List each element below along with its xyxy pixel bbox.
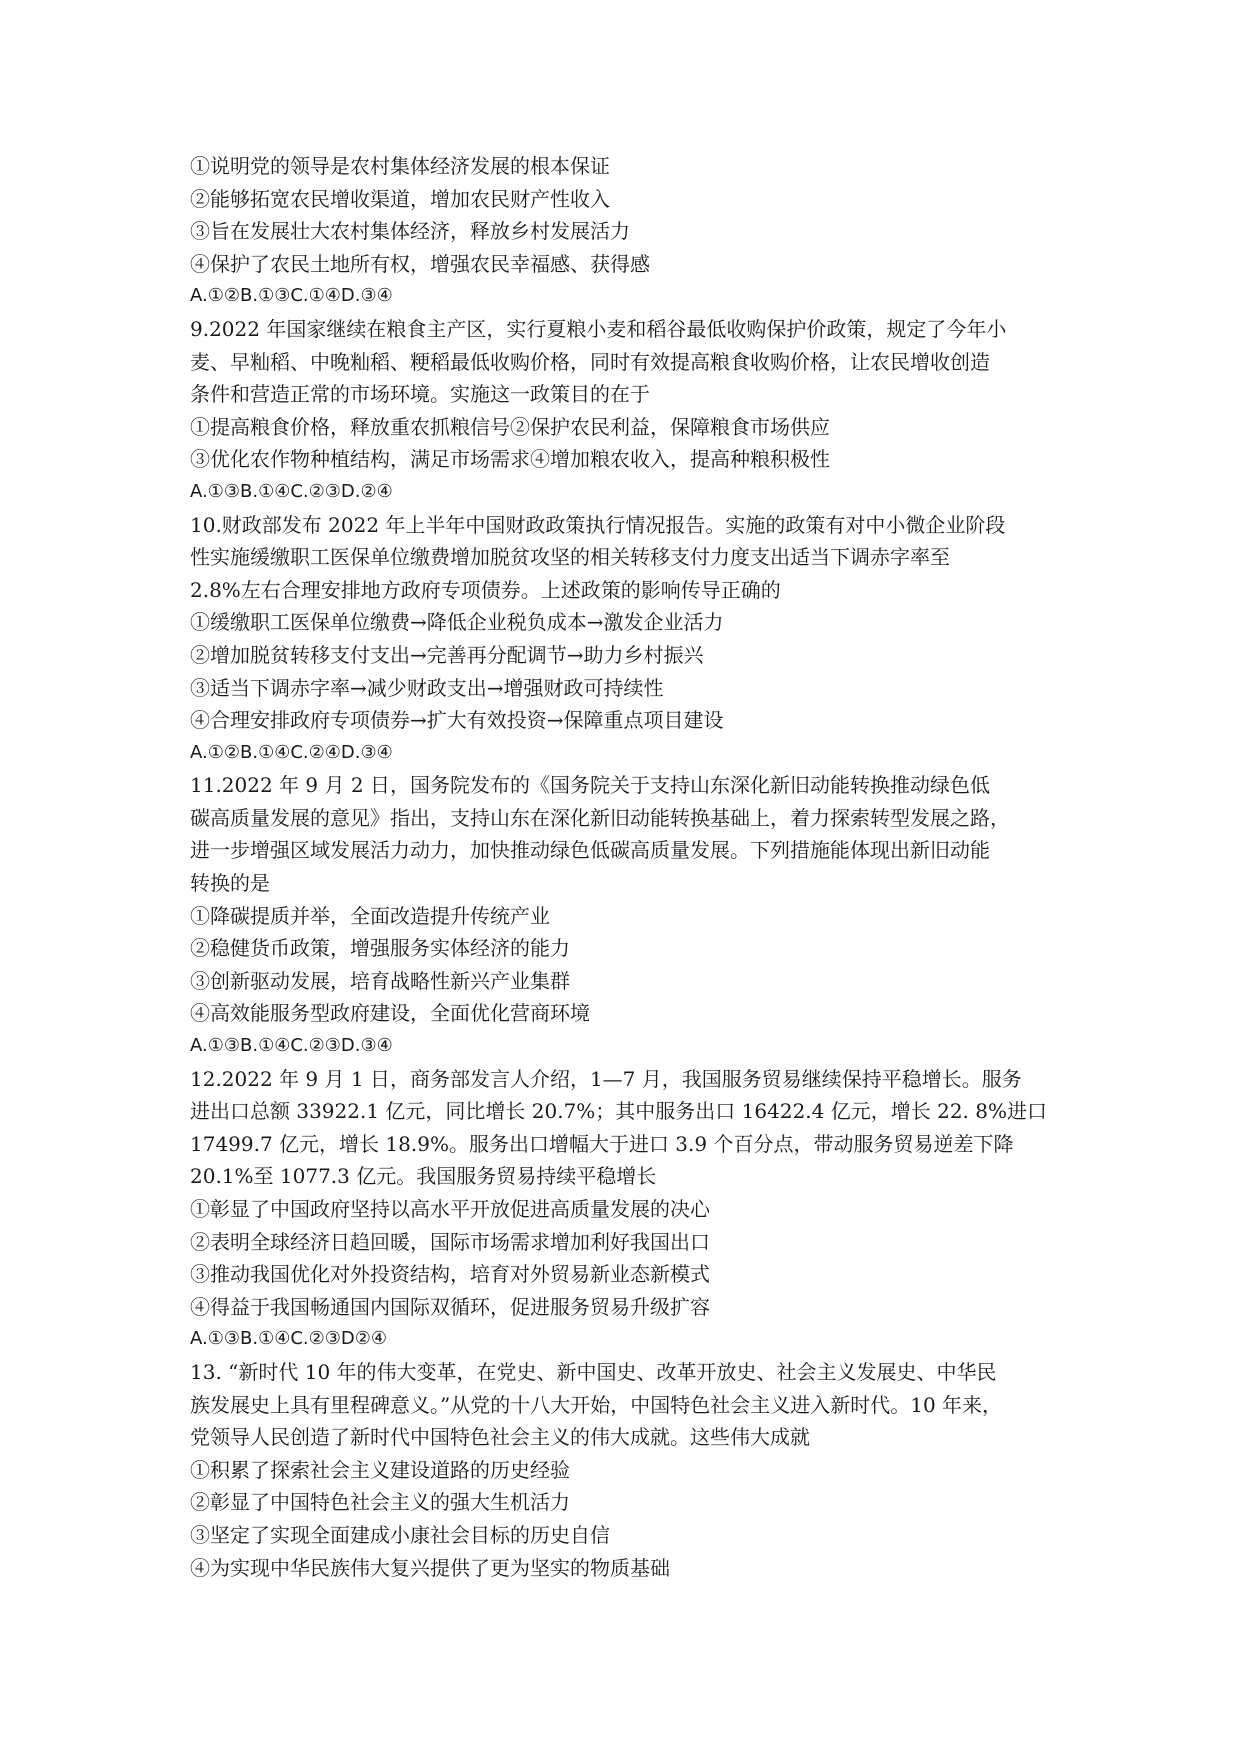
option-line: ③适当下调赤字率→减少财政支出→增强财政可持续性 xyxy=(190,675,664,700)
question-text: 转换的是 xyxy=(190,871,270,896)
question-text: 进出口总额 33922.1 亿元，同比增长 20.7%；其中服务出口 16422.4 亿元，增长 22. 8%进口 xyxy=(190,1099,1047,1124)
option-line: ②增加脱贫转移支付支出→完善再分配调节→助力乡村振兴 xyxy=(190,642,704,667)
option-line: ③创新驱动发展，培育战略性新兴产业集群 xyxy=(190,968,570,993)
option-line: ①说明党的领导是农村集体经济发展的根本保证 xyxy=(190,154,610,178)
option-line: ④得益于我国畅通国内国际双循环，促进服务贸易升级扩容 xyxy=(190,1294,710,1319)
answer-choices: A.①②B.①④C.②④D.③④ xyxy=(190,741,393,763)
question-11 xyxy=(190,769,1070,1062)
question-text: 10.财政部发布 2022 年上半年中国财政政策执行情况报告。实施的政策有对中小微企业阶段 xyxy=(190,512,1006,537)
option-line: ③优化农作物种植结构，满足市场需求④增加粮农收入，提高种粮积极性 xyxy=(190,447,830,472)
answer-choices: A.①③B.①④C.②③D.③④ xyxy=(190,1035,393,1057)
question-text: 碳高质量发展的意见》指出，支持山东在深化新旧动能转换基础上，着力探索转型发展之路， xyxy=(190,805,1010,830)
question-text: 20.1%至 1077.3 亿元。我国服务贸易持续平稳增长 xyxy=(190,1164,657,1189)
question-9 xyxy=(190,313,1070,509)
question-10 xyxy=(190,509,1070,770)
question-text: 进一步增强区域发展活力动力，加快推动绿色低碳高质量发展。下列措施能体现出新旧动能 xyxy=(190,838,990,863)
answer-choices: A.①③B.①④C.②③D②④ xyxy=(190,1328,388,1350)
question-text: 12.2022 年 9 月 1 日，商务部发言人介绍，1—7 月，我国服务贸易继续保持平稳增长。服务 xyxy=(190,1066,1022,1091)
option-line: ③坚定了实现全面建成小康社会目标的历史自信 xyxy=(190,1522,610,1547)
question-text: 9.2022 年国家继续在粮食主产区，实行夏粮小麦和稻谷最低收购保护价政策，规定了今年小 xyxy=(190,316,1007,341)
answer-choices: A.①③B.①④C.②③D.②④ xyxy=(190,480,393,502)
question-text: 13. “新时代 10 年的伟大变革，在党史、新中国史、改革开放史、社会主义发展史、中华民 xyxy=(190,1359,997,1384)
option-line: ④高效能服务型政府建设，全面优化营商环境 xyxy=(190,1001,590,1026)
question-text: 条件和营造正常的市场环境。实施这一政策目的在于 xyxy=(190,382,650,407)
option-line: ①缓缴职工医保单位缴费→降低企业税负成本→激发企业活力 xyxy=(190,610,724,635)
question-text: 11.2022 年 9 月 2 日，国务院发布的《国务院关于支持山东深化新旧动能转换推动绿色低 xyxy=(190,773,990,798)
option-line: ③旨在发展壮大农村集体经济，释放乡村发展活力 xyxy=(190,219,630,244)
question-12 xyxy=(190,1063,1070,1356)
option-line: ①彰显了中国政府坚持以高水平开放促进高质量发展的决心 xyxy=(190,1197,710,1221)
option-line: ④保护了农民土地所有权，增强农民幸福感、获得感 xyxy=(190,251,650,276)
option-line: ①积累了探索社会主义建设道路的历史经验 xyxy=(190,1457,570,1482)
question-text: 党领导人民创造了新时代中国特色社会主义的伟大成就。这些伟大成就 xyxy=(190,1425,810,1450)
exam-page xyxy=(190,150,1070,1584)
question-8-options xyxy=(190,150,1070,313)
option-line: ②彰显了中国特色社会主义的强大生机活力 xyxy=(190,1490,570,1515)
question-text: 性实施缓缴职工医保单位缴费增加脱贫攻坚的相关转移支付力度支出适当下调赤字率至 xyxy=(190,545,950,570)
question-text: 2.8%左右合理安排地方政府专项债券。上述政策的影响传导正确的 xyxy=(190,577,781,602)
answer-choices: A.①②B.①③C.①④D.③④ xyxy=(190,285,393,307)
option-line: ④合理安排政府专项债券→扩大有效投资→保障重点项目建设 xyxy=(190,708,724,733)
option-line: ②能够拓宽农民增收渠道，增加农民财产性收入 xyxy=(190,186,610,211)
option-line: ④为实现中华民族伟大复兴提供了更为坚实的物质基础 xyxy=(190,1555,670,1580)
option-line: ①提高粮食价格，释放重农抓粮信号②保护农民利益，保障粮食市场供应 xyxy=(190,414,830,439)
question-text: 族发展史上具有里程碑意义。”从党的十八大开始，中国特色社会主义进入新时代。10 年来， xyxy=(190,1392,1003,1417)
option-line: ③推动我国优化对外投资结构，培育对外贸易新业态新模式 xyxy=(190,1262,710,1287)
option-line: ②稳健货币政策，增强服务实体经济的能力 xyxy=(190,936,570,961)
option-line: ②表明全球经济日趋回暖，国际市场需求增加利好我国出口 xyxy=(190,1229,710,1254)
question-text: 麦、早籼稻、中晚籼稻、粳稻最低收购价格，同时有效提高粮食收购价格，让农民增收创造 xyxy=(190,349,990,374)
option-line: ①降碳提质并举，全面改造提升传统产业 xyxy=(190,903,550,928)
question-text: 17499.7 亿元，增长 18.9%。服务出口增幅大于进口 3.9 个百分点，带动服务贸易逆差下降 xyxy=(190,1131,1014,1156)
question-13 xyxy=(190,1356,1070,1584)
